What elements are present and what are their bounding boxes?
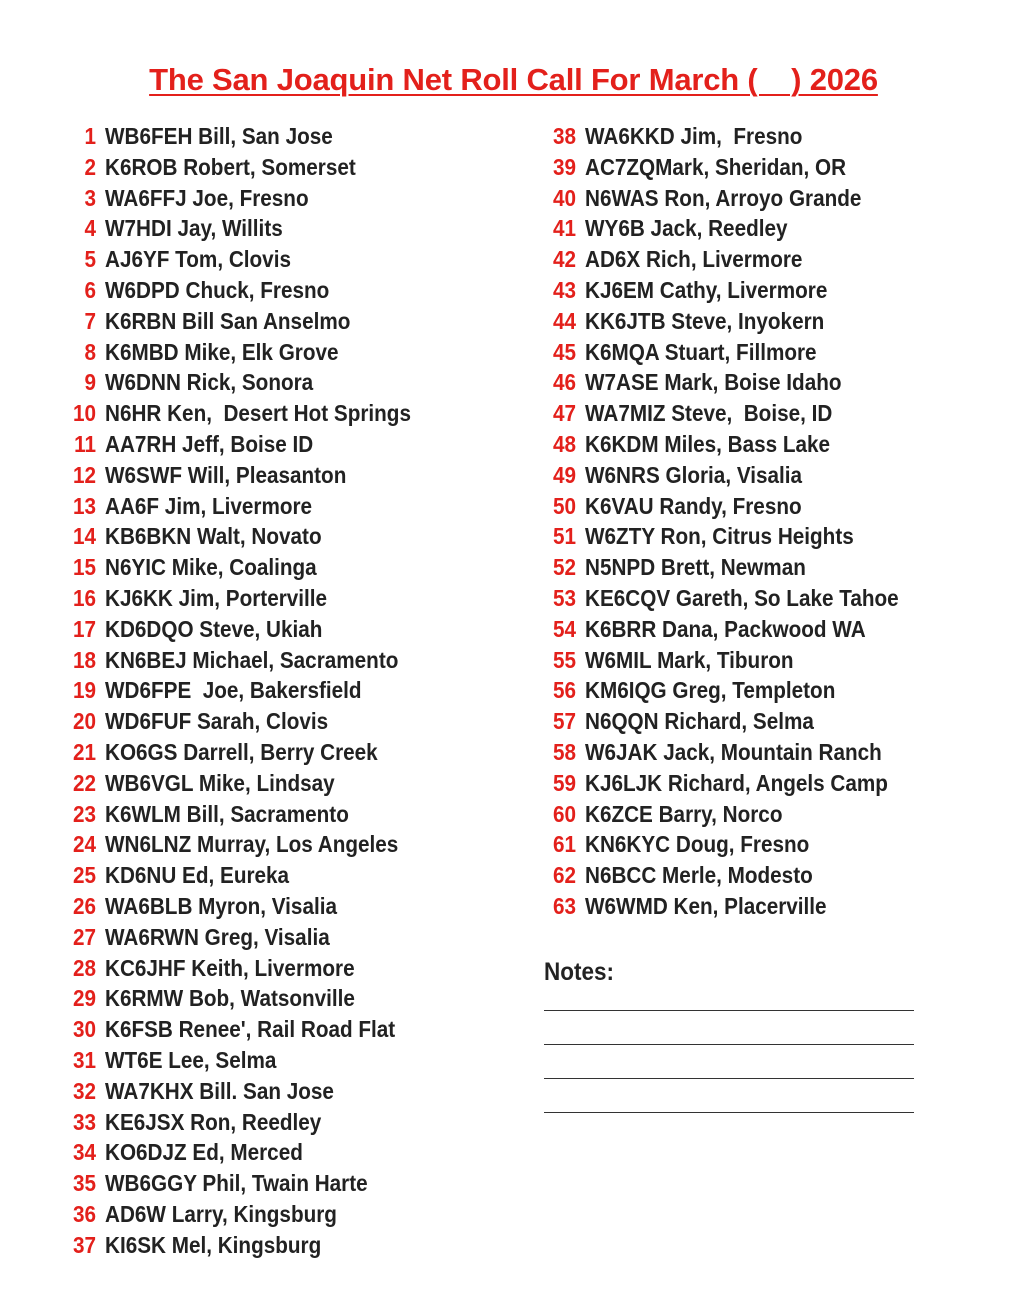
- entry-number: 28: [72, 954, 96, 981]
- roll-call-entry: [60, 213, 465, 244]
- roll-call-entry: [60, 675, 465, 706]
- entry-callsign-name-location: WA6FFJ Joe, Fresno: [105, 184, 309, 211]
- entry-number: 17: [72, 615, 96, 642]
- entry-number: 63: [552, 892, 576, 919]
- roll-call-entry: [540, 891, 936, 922]
- entry-number: 61: [552, 831, 576, 858]
- notes-lines: [544, 1010, 914, 1113]
- entry-number: 45: [552, 338, 576, 365]
- entry-number: 34: [72, 1139, 96, 1166]
- roll-call-entry: [540, 183, 936, 214]
- entry-number: 25: [72, 862, 96, 889]
- entry-number: 7: [84, 307, 96, 334]
- roll-call-entry: [60, 860, 465, 891]
- notes-label: Notes:: [544, 958, 615, 986]
- entry-callsign-name-location: KE6CQV Gareth, So Lake Tahoe: [585, 584, 899, 611]
- entry-number: 10: [72, 400, 96, 427]
- roll-call-entry: [60, 1199, 465, 1230]
- entry-callsign-name-location: AC7ZQMark, Sheridan, OR: [585, 153, 847, 180]
- roll-call-entry: [540, 737, 936, 768]
- entry-number: 57: [552, 708, 576, 735]
- entry-number: 24: [72, 831, 96, 858]
- entry-callsign-name-location: WB6GGY Phil, Twain Harte: [105, 1170, 368, 1197]
- note-writing-line: [544, 1010, 914, 1011]
- entry-callsign-name-location: WA7KHX Bill. San Jose: [105, 1077, 334, 1104]
- entry-number: 33: [72, 1108, 96, 1135]
- entry-callsign-name-location: K6FSB Renee', Rail Road Flat: [105, 1016, 396, 1043]
- roll-call-entry: [540, 491, 936, 522]
- entry-callsign-name-location: W6MIL Mark, Tiburon: [585, 646, 794, 673]
- entry-number: 46: [552, 369, 576, 396]
- entry-callsign-name-location: N6HR Ken, Desert Hot Springs: [105, 400, 411, 427]
- entry-number: 1: [84, 123, 96, 149]
- roll-call-entry: [540, 860, 936, 891]
- entry-callsign-name-location: KB6BKN Walt, Novato: [105, 523, 322, 550]
- entry-callsign-name-location: W7HDI Jay, Willits: [105, 215, 283, 242]
- roll-call-entry: [60, 891, 465, 922]
- entry-callsign-name-location: KD6NU Ed, Eureka: [105, 862, 290, 889]
- entry-callsign-name-location: WA6BLB Myron, Visalia: [105, 892, 337, 919]
- roll-call-entry: [60, 337, 465, 368]
- roll-call-entry: [60, 922, 465, 953]
- entry-number: 4: [84, 215, 96, 242]
- entry-number: 43: [552, 276, 576, 303]
- roll-call-entry: [60, 398, 465, 429]
- note-writing-line: [544, 1112, 914, 1113]
- roll-call-entry: [540, 152, 936, 183]
- roll-call-entry: [60, 1107, 465, 1138]
- entry-number: 30: [72, 1016, 96, 1043]
- entry-number: 56: [552, 677, 576, 704]
- entry-number: 6: [84, 276, 96, 303]
- entry-number: 29: [72, 985, 96, 1012]
- roll-call-entry: [60, 521, 465, 552]
- entry-callsign-name-location: KC6JHF Keith, Livermore: [105, 954, 355, 981]
- entry-number: 14: [72, 523, 96, 550]
- entry-number: 40: [552, 184, 576, 211]
- entry-callsign-name-location: AA7RH Jeff, Boise ID: [105, 430, 314, 457]
- entry-callsign-name-location: KJ6EM Cathy, Livermore: [585, 276, 828, 303]
- roll-call-entry: [60, 983, 465, 1014]
- roll-call-entry: [60, 1014, 465, 1045]
- entry-number: 38: [552, 123, 576, 149]
- roll-call-entry: [60, 491, 465, 522]
- entry-number: 31: [72, 1046, 96, 1073]
- entry-callsign-name-location: K6KDM Miles, Bass Lake: [585, 430, 831, 457]
- entry-callsign-name-location: KJ6LJK Richard, Angels Camp: [585, 769, 888, 796]
- entry-number: 13: [72, 492, 96, 519]
- roll-call-column-left: [60, 121, 510, 1260]
- roll-call-entry: [60, 183, 465, 214]
- entry-callsign-name-location: W6ZTY Ron, Citrus Heights: [585, 523, 854, 550]
- roll-call-entry: [540, 583, 936, 614]
- roll-call-entry: [540, 768, 936, 799]
- entry-callsign-name-location: N6YIC Mike, Coalinga: [105, 554, 317, 581]
- roll-call-entry: [60, 244, 465, 275]
- entry-callsign-name-location: N5NPD Brett, Newman: [585, 554, 806, 581]
- roll-call-entry: [540, 675, 936, 706]
- entry-callsign-name-location: WA6RWN Greg, Visalia: [105, 923, 330, 950]
- entry-number: 54: [552, 615, 576, 642]
- entry-callsign-name-location: WD6FUF Sarah, Clovis: [105, 708, 329, 735]
- entry-number: 8: [84, 338, 96, 365]
- entry-number: 2: [84, 153, 96, 180]
- entry-number: 5: [84, 246, 96, 273]
- entry-number: 39: [552, 153, 576, 180]
- entry-callsign-name-location: AD6X Rich, Livermore: [585, 246, 803, 273]
- entry-callsign-name-location: KJ6KK Jim, Porterville: [105, 584, 328, 611]
- notes-section: [544, 958, 914, 1146]
- entry-callsign-name-location: AD6W Larry, Kingsburg: [105, 1200, 337, 1227]
- entry-number: 44: [552, 307, 576, 334]
- entry-callsign-name-location: W6NRS Gloria, Visalia: [585, 461, 803, 488]
- entry-number: 41: [552, 215, 576, 242]
- roll-call-entry: [540, 275, 936, 306]
- entry-callsign-name-location: KE6JSX Ron, Reedley: [105, 1108, 322, 1135]
- entry-callsign-name-location: WB6VGL Mike, Lindsay: [105, 769, 335, 796]
- roll-call-entry: [60, 645, 465, 676]
- entry-number: 15: [72, 554, 96, 581]
- entry-callsign-name-location: K6MBD Mike, Elk Grove: [105, 338, 339, 365]
- roll-call-entry: [540, 337, 936, 368]
- roll-call-entry: [60, 367, 465, 398]
- page-title: The San Joaquin Net Roll Call For March ( ) 2026: [149, 62, 878, 97]
- roll-call-entry: [540, 829, 936, 860]
- note-writing-line: [544, 1078, 914, 1079]
- roll-call-entry: [60, 799, 465, 830]
- entry-number: 20: [72, 708, 96, 735]
- roll-call-entry: [540, 799, 936, 830]
- roll-call-entry: [60, 121, 465, 152]
- entry-number: 26: [72, 892, 96, 919]
- entry-number: 47: [552, 400, 576, 427]
- entry-callsign-name-location: WY6B Jack, Reedley: [585, 215, 788, 242]
- roll-call-entry: [540, 460, 936, 491]
- entry-number: 9: [84, 369, 96, 396]
- entry-number: 58: [552, 738, 576, 765]
- roll-call-entry: [60, 152, 465, 183]
- entry-callsign-name-location: W6WMD Ken, Placerville: [585, 892, 827, 919]
- entry-callsign-name-location: N6BCC Merle, Modesto: [585, 862, 813, 889]
- entry-callsign-name-location: K6RMW Bob, Watsonville: [105, 985, 355, 1012]
- entry-callsign-name-location: N6WAS Ron, Arroyo Grande: [585, 184, 862, 211]
- roll-call-entry: [540, 706, 936, 737]
- entry-callsign-name-location: WN6LNZ Murray, Los Angeles: [105, 831, 399, 858]
- entry-callsign-name-location: KK6JTB Steve, Inyokern: [585, 307, 825, 334]
- entry-number: 16: [72, 584, 96, 611]
- roll-call-entry: [60, 737, 465, 768]
- entry-callsign-name-location: K6MQA Stuart, Fillmore: [585, 338, 817, 365]
- entry-callsign-name-location: W6SWF Will, Pleasanton: [105, 461, 347, 488]
- entry-callsign-name-location: KI6SK Mel, Kingsburg: [105, 1231, 322, 1258]
- roll-call-entry: [540, 398, 936, 429]
- entry-number: 36: [72, 1200, 96, 1227]
- entry-callsign-name-location: K6ROB Robert, Somerset: [105, 153, 356, 180]
- entry-number: 49: [552, 461, 576, 488]
- entry-callsign-name-location: WB6FEH Bill, San Jose: [105, 123, 333, 149]
- roll-call-entry: [60, 1168, 465, 1199]
- roll-call-entry: [540, 367, 936, 398]
- entry-number: 52: [552, 554, 576, 581]
- entry-callsign-name-location: KN6BEJ Michael, Sacramento: [105, 646, 399, 673]
- entry-number: 21: [72, 738, 96, 765]
- entry-callsign-name-location: W7ASE Mark, Boise Idaho: [585, 369, 842, 396]
- entry-callsign-name-location: W6DPD Chuck, Fresno: [105, 276, 330, 303]
- entry-callsign-name-location: KO6DJZ Ed, Merced: [105, 1139, 303, 1166]
- entry-number: 37: [72, 1231, 96, 1258]
- entry-callsign-name-location: W6DNN Rick, Sonora: [105, 369, 314, 396]
- entry-callsign-name-location: W6JAK Jack, Mountain Ranch: [585, 738, 882, 765]
- roll-call-entry: [540, 429, 936, 460]
- entry-callsign-name-location: WD6FPE Joe, Bakersfield: [105, 677, 362, 704]
- entry-callsign-name-location: K6BRR Dana, Packwood WA: [585, 615, 866, 642]
- entry-number: 11: [74, 430, 96, 457]
- entry-callsign-name-location: WA6KKD Jim, Fresno: [585, 123, 803, 149]
- entry-callsign-name-location: AJ6YF Tom, Clovis: [105, 246, 291, 273]
- entry-number: 35: [72, 1170, 96, 1197]
- entry-number: 12: [72, 461, 96, 488]
- entry-callsign-name-location: K6WLM Bill, Sacramento: [105, 800, 349, 827]
- roll-call-entry: [60, 429, 465, 460]
- entry-callsign-name-location: WA7MIZ Steve, Boise, ID: [585, 400, 833, 427]
- entry-number: 19: [72, 677, 96, 704]
- roll-call-entry: [540, 244, 936, 275]
- roll-call-entry: [60, 1076, 465, 1107]
- note-writing-line: [544, 1044, 914, 1045]
- entry-number: 23: [72, 800, 96, 827]
- entry-callsign-name-location: K6RBN Bill San Anselmo: [105, 307, 351, 334]
- entry-callsign-name-location: AA6F Jim, Livermore: [105, 492, 313, 519]
- entry-number: 51: [552, 523, 576, 550]
- entry-number: 3: [84, 184, 96, 211]
- roll-call-column-right: [540, 121, 980, 922]
- entry-callsign-name-location: WT6E Lee, Selma: [105, 1046, 277, 1073]
- roll-call-entry: [60, 275, 465, 306]
- entry-number: 27: [72, 923, 96, 950]
- entry-number: 53: [552, 584, 576, 611]
- entry-number: 55: [552, 646, 576, 673]
- entry-number: 32: [72, 1077, 96, 1104]
- roll-call-entry: [60, 552, 465, 583]
- entry-number: 48: [552, 430, 576, 457]
- roll-call-entry: [60, 1230, 465, 1261]
- entry-callsign-name-location: KO6GS Darrell, Berry Creek: [105, 738, 378, 765]
- roll-call-entry: [60, 768, 465, 799]
- roll-call-entry: [60, 1137, 465, 1168]
- roll-call-entry: [60, 1045, 465, 1076]
- entry-number: 62: [552, 862, 576, 889]
- entry-callsign-name-location: K6VAU Randy, Fresno: [585, 492, 802, 519]
- entry-callsign-name-location: KN6KYC Doug, Fresno: [585, 831, 810, 858]
- roll-call-entry: [60, 460, 465, 491]
- roll-call-entry: [540, 552, 936, 583]
- roll-call-entry: [60, 706, 465, 737]
- roll-call-entry: [540, 614, 936, 645]
- roll-call-entry: [540, 521, 936, 552]
- entry-number: 50: [552, 492, 576, 519]
- entry-number: 59: [552, 769, 576, 796]
- roll-call-entry: [60, 306, 465, 337]
- entry-callsign-name-location: K6ZCE Barry, Norco: [585, 800, 783, 827]
- entry-number: 22: [72, 769, 96, 796]
- roll-call-entry: [540, 306, 936, 337]
- roll-call-entry: [60, 829, 465, 860]
- entry-number: 18: [72, 646, 96, 673]
- entry-callsign-name-location: N6QQN Richard, Selma: [585, 708, 814, 735]
- entry-callsign-name-location: KD6DQO Steve, Ukiah: [105, 615, 323, 642]
- entry-number: 60: [552, 800, 576, 827]
- roll-call-entry: [60, 614, 465, 645]
- roll-call-entry: [60, 953, 465, 984]
- entry-callsign-name-location: KM6IQG Greg, Templeton: [585, 677, 836, 704]
- roll-call-entry: [540, 121, 936, 152]
- roll-call-entry: [540, 213, 936, 244]
- roll-call-entry: [60, 583, 465, 614]
- entry-number: 42: [552, 246, 576, 273]
- roll-call-entry: [540, 645, 936, 676]
